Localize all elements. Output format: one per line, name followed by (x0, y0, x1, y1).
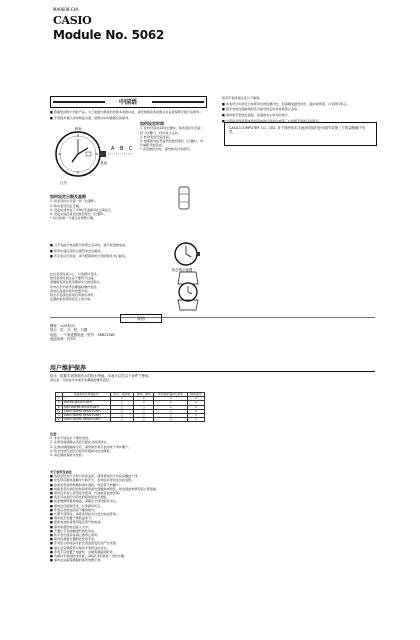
company-disclaimer-text: CASIO COMPUTER CO., LTD. 对于因使用本手表而导致的任何损失或第三方的索赔概不负责。 (229, 126, 366, 135)
spec-item: 电池寿命：约3年 (50, 337, 76, 342)
brand-logo: CASIO (53, 14, 92, 27)
band-case-care (50, 470, 210, 562)
note-item: 按回表冠时请注意不要用力过猛。 (50, 276, 97, 281)
time-setting-step: 3. 按照报时信号将表冠按回原位（位置A），秒针重新开始走动。 (140, 139, 204, 148)
care-intro-line: 请注意：切勿在水中或手表潮湿时操作表冠。 (50, 378, 112, 383)
table-header-row (56, 393, 205, 397)
spec-item: 电池：一个氧化银电池（型号：SR621SW） (50, 332, 118, 337)
precaution-item: ■ 本表设计可承受日常使用中的轻微冲击，但请避免剧烈冲击、振动或摔落，以免损坏机芯。 (222, 102, 375, 106)
water-notes (50, 432, 210, 457)
table-cell: × (188, 397, 205, 401)
table-cell: ○ (154, 409, 188, 413)
care-item: ■ 如手表出现异常请立即停止使用。 (50, 533, 210, 537)
spec-divider (50, 317, 375, 318)
table-cell: × (188, 401, 205, 405)
time-setting-title: 如何设定时间 (140, 121, 164, 126)
note-item: ■ 使用中请注意防止强烈冲击及磁场。 (50, 249, 165, 253)
note-item: 防水手表请在使用后用清水冲洗。 (50, 293, 97, 298)
calendar-window-icon (86, 152, 91, 156)
time-setting-step: 1. 在秒针指向12时位置时，将表冠拉出至第二档（位置C），秒针停止走动。 (140, 126, 204, 135)
movement-caption: 机芯的示意图 (172, 268, 193, 272)
water-note: 2. 在使用前请确认表冠已经完全按回原位。 (50, 440, 110, 445)
water-note: 4. 防水性能可能因为使用年限或冲击而降低。 (50, 448, 113, 453)
intro-paragraph: ■ 感谢您选购卡西欧产品。为了能最大限度的发挥本表的功能，请仔细阅读本说明书并妥善保管以备日后参考。 (50, 110, 203, 114)
watch-bracelet-illustration (170, 270, 206, 312)
spec-item: 精度：±20秒/月 (50, 324, 76, 328)
table-cell: I (56, 397, 63, 401)
care-item: ■ 长期不使用时，请将表冠拉出以延长电池寿命。 (50, 512, 210, 516)
crown-label: 表冠 (100, 161, 107, 165)
table-cell: × (154, 405, 188, 409)
table-cell: — (62, 397, 110, 401)
care-item: ■ 表壳可能会因为阳光的照射而发生褪色。 (50, 495, 210, 499)
care-item: ■ 手表应存放在阴凉干燥的地方。 (50, 508, 210, 512)
time-setting-step: 2. 转动表冠设定时间。 (140, 134, 172, 139)
crown-detail-icon (179, 187, 189, 209)
care-item: ■ 请注意定期保养以保持手表的良好状态。 (50, 546, 210, 550)
table-cell: II (56, 401, 63, 405)
table-cell: 200M WATER RESIST(ANT) (62, 414, 110, 418)
table-cell: VI (56, 418, 63, 422)
care-item: ■ 更换电池时请使用指定型号的电池。 (50, 520, 210, 524)
table-cell: × (134, 401, 154, 405)
table-cell: ○ (154, 414, 188, 418)
table-cell: 50M WATER RESIST(ANT) (62, 405, 110, 409)
care-item: ■ 手表显示的时间可能会因温度变化而产生误差。 (50, 541, 210, 545)
handling-notes (50, 272, 170, 301)
care-divider (50, 371, 375, 372)
calendar-label: 日历 (60, 181, 67, 185)
date-setting-title: 如何设定日期及星期 (50, 194, 86, 199)
care-section-title: 用户维护保养 (50, 365, 87, 372)
crown-position-a: A (111, 146, 115, 152)
table-cell: V (56, 414, 63, 418)
care-item: ■ 请勿将手表置于极低温度下。 (50, 516, 210, 520)
date-setting-step: 1. 将表冠拉出至第一档（位置B）。 (50, 199, 98, 204)
date-setting-instructions (50, 195, 168, 220)
table-cell: IV (56, 409, 63, 413)
care-item: ■ 树脂表带可能因长时间使用而出现磨损或断裂，如发现此类情况请立即更换。 (50, 487, 210, 491)
table-cell: × (188, 409, 205, 413)
precaution-item: ■ 请勿将手表放在高温、高湿或灰尘较多的地方。 (222, 113, 375, 117)
second-hand-label: 秒针 (75, 127, 82, 131)
precaution-item: 使用手表时请注意以下事项。 (222, 96, 263, 100)
spec-item: 显示：时、分、秒，日期 (50, 328, 88, 333)
date-setting-step: 3. 设定时请勿在下午9时至凌晨1时之间进行。 (50, 207, 114, 212)
watch-movement-diagram (168, 240, 204, 274)
table-header: 使用潜水器进行潜水 (154, 393, 188, 397)
note-item: 拉出表冠时请小心，以免损坏表冠。 (50, 272, 100, 276)
care-item: ■ 如需维修或更换电池，请联系卡西欧服务中心。 (50, 499, 210, 503)
date-setting-step: 2. 转动表冠设定日期。 (50, 203, 82, 208)
language-section-title: 中国语 (115, 97, 141, 106)
table-cell: × (154, 401, 188, 405)
table-header: 饱和潜水 (188, 393, 205, 397)
water-note: 1. 本表不能在水下操作表冠。 (50, 436, 92, 441)
note-item: 定期检查表带和表壳上的污垢。 (50, 297, 94, 302)
table-row (56, 418, 205, 422)
table-cell: ○ (188, 418, 205, 422)
care-item: ■ 请勿在手表上使用化学溶剂、汽油或其他清洁剂。 (50, 491, 210, 495)
care-item: ■ 皮表带应避免接触水分和汗水，否则可能导致变色和变形。 (50, 478, 210, 482)
band-case-title: 关于表带及表壳 (50, 470, 72, 474)
table-cell: ○ (154, 418, 188, 422)
table-cell: ○ (134, 414, 154, 418)
time-setting-step: • 表冠被拉出时，请勿转动以免损坏。 (140, 147, 193, 152)
care-item: ■ 金属表带请用软刷和清水清洗，然后用干布擦干。 (50, 483, 210, 487)
model-number-title: Module No. 5062 (53, 28, 165, 42)
care-intro-line: 防水：根据手表背面所示的防水等级，本表可以在以下条件下使用。 (50, 374, 152, 378)
table-cell: × (110, 397, 134, 401)
table-cell: ○ (134, 418, 154, 422)
table-cell: × (154, 397, 188, 401)
care-item: ■ 请勿在浴室等潮湿的场所放置手表。 (50, 558, 210, 562)
note-item: 请勿在高温的场所放置手表。 (50, 288, 91, 293)
table-cell: ○ (110, 418, 134, 422)
precaution-item: ■ 将手表放在强磁场附近可能导致走时误差或停止走动。 (222, 107, 375, 111)
table-cell: ○ (110, 409, 134, 413)
time-setting-instructions (140, 122, 205, 152)
crown-detail-diagram (173, 184, 195, 214)
table-cell: × (188, 414, 205, 418)
note-item: ■ 当手表由于电池耗尽而停止走动时，请尽快更换电池。 (50, 243, 165, 247)
table-cell: × (134, 397, 154, 401)
table-cell: ○ (134, 409, 154, 413)
care-item: ■ 请勿在测量仪器附近使用手表。 (50, 537, 210, 541)
water-note: 5. 请定期检查防水性能。 (50, 453, 85, 458)
intro-paragraph: ■ 手表的外观以实际物品为准，说明书中的插图仅供参考。 (50, 116, 203, 120)
table-cell: 100M WATER RESIST(ANT) (62, 409, 110, 413)
table-cell: III (56, 405, 63, 409)
table-header: 洗手、雨水等 (110, 393, 134, 397)
spec-title: 规格 (120, 314, 162, 323)
watch-crown-diagram (48, 120, 143, 192)
water-resistance-table (55, 392, 205, 422)
note-item: ■ 若手表运行异常，请与经销商或卡西欧服务中心联系。 (50, 254, 165, 258)
document-code: MA0608-CkA (53, 7, 79, 12)
table-header: 游泳、潜水 (134, 393, 154, 397)
care-item: ■ 不要让手表接触强烈的化学品。 (50, 529, 210, 533)
note-item: 请确保表冠在使用期间完全按回原位。 (50, 280, 103, 285)
water-resistance-intro (50, 374, 375, 383)
care-item: ■ 请勿将废旧电池投入火中。 (50, 525, 210, 529)
table-cell: ○ (134, 405, 154, 409)
note-item: 切勿在水中或手表潮湿时操作表冠。 (50, 284, 100, 289)
table-cell: ○ (110, 405, 134, 409)
crown-icon (100, 151, 106, 157)
crown-position-c: C (129, 146, 133, 152)
water-note: 3. 在游泳或接触海水后，请用淡水将手表冲洗干净并擦干。 (50, 444, 132, 449)
spec-list (50, 324, 250, 342)
care-item: ■ 手表不应放置于电视机、音响等强磁场附近。 (50, 550, 210, 554)
company-disclaimer-box (224, 122, 377, 146)
water-notes-title: 注意： (50, 432, 60, 436)
crown-position-b: B (120, 146, 124, 152)
care-item: ■ 表带会因为汗水和污垢而变质，请用柔软的干布将其擦拭干净。 (50, 474, 210, 478)
date-setting-step: • 每月的第一天请注意调整日期。 (50, 216, 97, 221)
precaution-item: ■ 卡西欧对因使用本表而造成的任何损失或第三方索赔不承担任何责任。 (222, 119, 375, 123)
table-cell: × (188, 405, 205, 409)
table-cell: ○ (110, 414, 134, 418)
care-item: ■ 请勿自行拆卸手表，以免损坏机芯。 (50, 504, 210, 508)
operation-notes (50, 243, 165, 260)
table-cell: WATER RESIST(ANT) (62, 401, 110, 405)
table-cell: 300M WATER RESIST(ANT) (62, 418, 110, 422)
table-cell: ○ (110, 401, 134, 405)
care-item: ■ 为保持手表的防水性能，请每2-3年更换一次防水圈。 (50, 554, 210, 558)
table-header: 表盘或表壳背面标志 (62, 393, 110, 397)
date-setting-step: 4. 设定完成后将表冠按回原位（位置A）。 (50, 212, 108, 217)
usage-precautions (222, 96, 375, 125)
